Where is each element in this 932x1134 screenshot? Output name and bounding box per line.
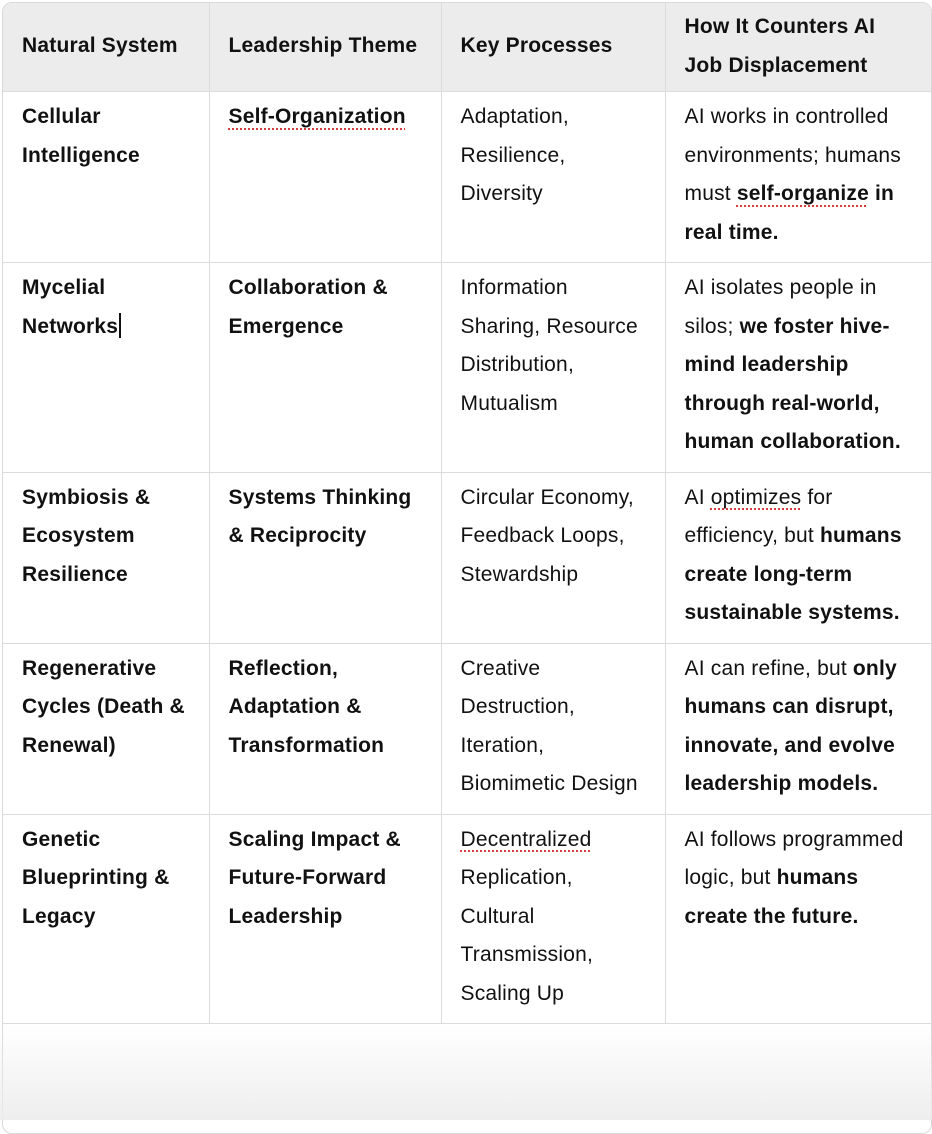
cell-counter[interactable] xyxy=(665,92,931,263)
counter-bold-text: humans create long-term sustainable systems. xyxy=(684,524,902,624)
cell-natural-system[interactable]: Symbiosis & Ecosystem Resilience xyxy=(3,472,209,643)
cell-key-processes[interactable]: Adaptation, Resilience, Diversity xyxy=(441,92,665,263)
counter-bold-text: only humans can disrupt, innovate, and evolve leadership models. xyxy=(684,656,897,795)
counter-text: AI follows programmed logic, but xyxy=(684,827,904,889)
cell-leadership-theme[interactable] xyxy=(209,92,441,263)
table-header-row xyxy=(3,3,931,92)
spellcheck-word[interactable]: Decentralized xyxy=(460,827,592,851)
table-row xyxy=(3,643,931,814)
table-row xyxy=(3,472,931,643)
header-leadership-theme: Leadership Theme xyxy=(209,3,441,92)
cell-counter[interactable] xyxy=(665,472,931,643)
header-natural-system: Natural System xyxy=(3,3,209,92)
cell-text: Replication, Cultural Transmission, Scaling Up xyxy=(460,866,594,1005)
cell-key-processes[interactable]: Circular Economy, Feedback Loops, Stewardship xyxy=(441,472,665,643)
counter-bold-text: in real time. xyxy=(684,182,895,244)
comparison-table-container xyxy=(2,2,932,1134)
table-row xyxy=(3,263,931,473)
cell-natural-system[interactable]: Genetic Blueprinting & Legacy xyxy=(3,814,209,1024)
cell-counter[interactable] xyxy=(665,814,931,1024)
counter-text: for efficiency, but xyxy=(684,485,833,547)
cell-key-processes[interactable] xyxy=(441,814,665,1024)
cell-natural-system[interactable]: Cellular Intelligence xyxy=(3,92,209,263)
cell-natural-system[interactable] xyxy=(3,263,209,473)
cell-leadership-theme[interactable]: Reflection, Adaptation & Transformation xyxy=(209,643,441,814)
cell-leadership-theme[interactable]: Systems Thinking & Reciprocity xyxy=(209,472,441,643)
counter-bold-text: humans create the future. xyxy=(684,866,859,928)
cell-key-processes[interactable]: Information Sharing, Resource Distribution, Mutualism xyxy=(441,263,665,473)
leadership-comparison-table xyxy=(3,3,931,1024)
counter-text: AI xyxy=(684,485,711,509)
cell-natural-system[interactable]: Regenerative Cycles (Death & Renewal) xyxy=(3,643,209,814)
counter-bold-text: we foster hive-mind leadership through real-world, human collaboration. xyxy=(684,314,901,453)
cell-text: Mycelial Networks xyxy=(22,276,119,338)
cell-counter[interactable] xyxy=(665,263,931,473)
cell-leadership-theme[interactable]: Scaling Impact & Future-Forward Leadership xyxy=(209,814,441,1024)
counter-text: AI can refine, but xyxy=(684,656,853,680)
text-cursor xyxy=(119,313,121,338)
counter-text: AI isolates people in silos; xyxy=(684,276,877,338)
spellcheck-word[interactable]: optimizes xyxy=(710,485,802,509)
spellcheck-word[interactable]: self-organize xyxy=(736,182,869,205)
table-row xyxy=(3,814,931,1024)
cell-counter[interactable] xyxy=(665,643,931,814)
spellcheck-word[interactable]: Self-Organization xyxy=(228,105,406,128)
header-key-processes: Key Processes xyxy=(441,3,665,92)
counter-text: AI works in controlled environments; humans must xyxy=(684,105,901,205)
cell-leadership-theme[interactable]: Collaboration & Emergence xyxy=(209,263,441,473)
header-counter: How It Counters AI Job Displacement xyxy=(665,3,931,92)
table-row xyxy=(3,92,931,263)
cell-key-processes[interactable]: Creative Destruction, Iteration, Biomimetic Design xyxy=(441,643,665,814)
